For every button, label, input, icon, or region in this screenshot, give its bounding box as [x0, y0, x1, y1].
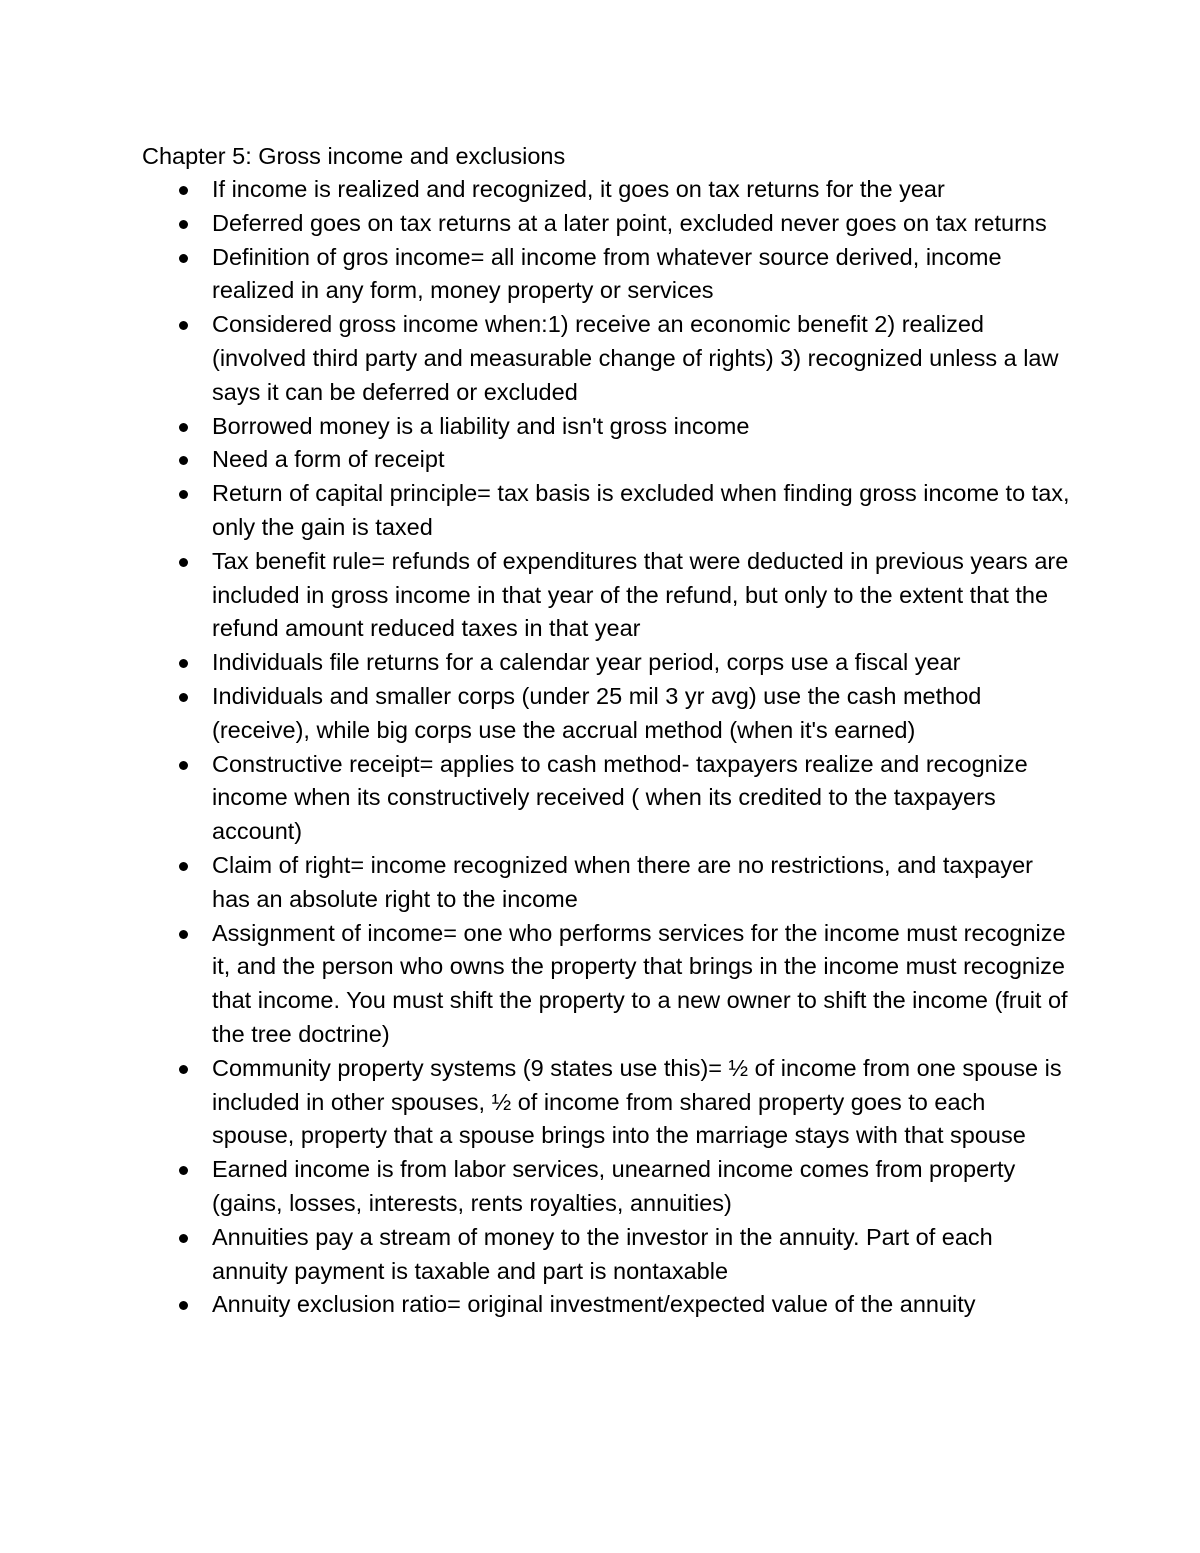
list-item-text: Tax benefit rule= refunds of expenditures that were deducted in previous years are included in gross income in that year of the refund, but only to the extent that the refund amount reduced taxes in that year: [212, 547, 1069, 642]
bullet-dot-icon: [179, 659, 188, 668]
list-item: [142, 680, 1072, 748]
list-item-text: Need a form of receipt: [212, 446, 445, 473]
list-item-text: Annuity exclusion ratio= original investment/expected value of the annuity: [212, 1291, 976, 1318]
list-item: [142, 1153, 1072, 1221]
list-item-text: Considered gross income when:1) receive an economic benefit 2) realized (involved third party and measurable change of rights) 3) recognized unless a law says it can be deferred or excluded: [212, 311, 1059, 405]
list-item: [142, 443, 1072, 477]
list-item-text: Definition of gros income= all income from whatever source derived, income realized in any form, money property or services: [212, 243, 1002, 304]
bullet-dot-icon: [179, 254, 188, 263]
bullet-dot-icon: [179, 220, 188, 229]
list-item-text: Assignment of income= one who performs services for the income must recognize it, and the person who owns the property that brings in the income must recognize that income. You must shift the property to a new owner to shift the income (fruit of the tree doctrine): [212, 919, 1068, 1047]
list-item: [142, 173, 1072, 207]
list-item: [142, 410, 1072, 444]
bullet-dot-icon: [179, 1065, 188, 1074]
list-item: [142, 1221, 1072, 1289]
list-item: [142, 849, 1072, 917]
list-item: [142, 748, 1072, 849]
list-item: [142, 1288, 1072, 1322]
list-item: [142, 646, 1072, 680]
bullet-list: [142, 173, 1072, 1322]
bullet-dot-icon: [179, 1301, 188, 1310]
list-item: [142, 1052, 1072, 1153]
bullet-dot-icon: [179, 456, 188, 465]
list-item-text: Individuals file returns for a calendar year period, corps use a fiscal year: [212, 649, 961, 676]
list-item-text: Claim of right= income recognized when there are no restrictions, and taxpayer has an absolute right to the income: [212, 851, 1033, 912]
bullet-dot-icon: [179, 1234, 188, 1243]
list-item-text: Borrowed money is a liability and isn't gross income: [212, 412, 750, 439]
list-item-text: Community property systems (9 states use this)= ½ of income from one spouse is included in other spouses, ½ of income from shared property goes to each spouse, property that a spouse brings into the marriage stays with that spouse: [212, 1054, 1062, 1149]
list-item: [142, 207, 1072, 241]
chapter-title: Chapter 5: Gross income and exclusions: [142, 143, 566, 169]
bullet-dot-icon: [179, 558, 188, 567]
list-item: [142, 308, 1072, 409]
bullet-dot-icon: [179, 693, 188, 702]
list-item-text: Earned income is from labor services, unearned income comes from property (gains, losses, interests, rents royalties, annuities): [212, 1156, 1016, 1216]
list-item-text: Deferred goes on tax returns at a later point, excluded never goes on tax returns: [212, 209, 1047, 236]
list-item-text: Return of capital principle= tax basis is excluded when finding gross income to tax, only the gain is taxed: [212, 480, 1070, 540]
bullet-dot-icon: [179, 761, 188, 770]
list-item: [142, 917, 1072, 1052]
bullet-dot-icon: [179, 321, 188, 330]
bullet-dot-icon: [179, 186, 188, 195]
list-item-text: Individuals and smaller corps (under 25 mil 3 yr avg) use the cash method (receive), while big corps use the accrual method (when it's earned): [212, 682, 982, 743]
list-item: [142, 477, 1072, 545]
list-item: [142, 241, 1072, 309]
document-page: [142, 139, 1072, 1322]
bullet-dot-icon: [179, 862, 188, 871]
list-item: [142, 545, 1072, 646]
bullet-dot-icon: [179, 1166, 188, 1175]
bullet-dot-icon: [179, 490, 188, 499]
bullet-dot-icon: [179, 423, 188, 432]
list-item-text: Annuities pay a stream of money to the investor in the annuity. Part of each annuity payment is taxable and part is nontaxable: [212, 1223, 993, 1284]
list-item-text: If income is realized and recognized, it goes on tax returns for the year: [212, 176, 945, 202]
bullet-dot-icon: [179, 930, 188, 939]
list-item-text: Constructive receipt= applies to cash method- taxpayers realize and recognize income when its constructively received ( when its credited to the taxpayers account): [212, 750, 1028, 845]
